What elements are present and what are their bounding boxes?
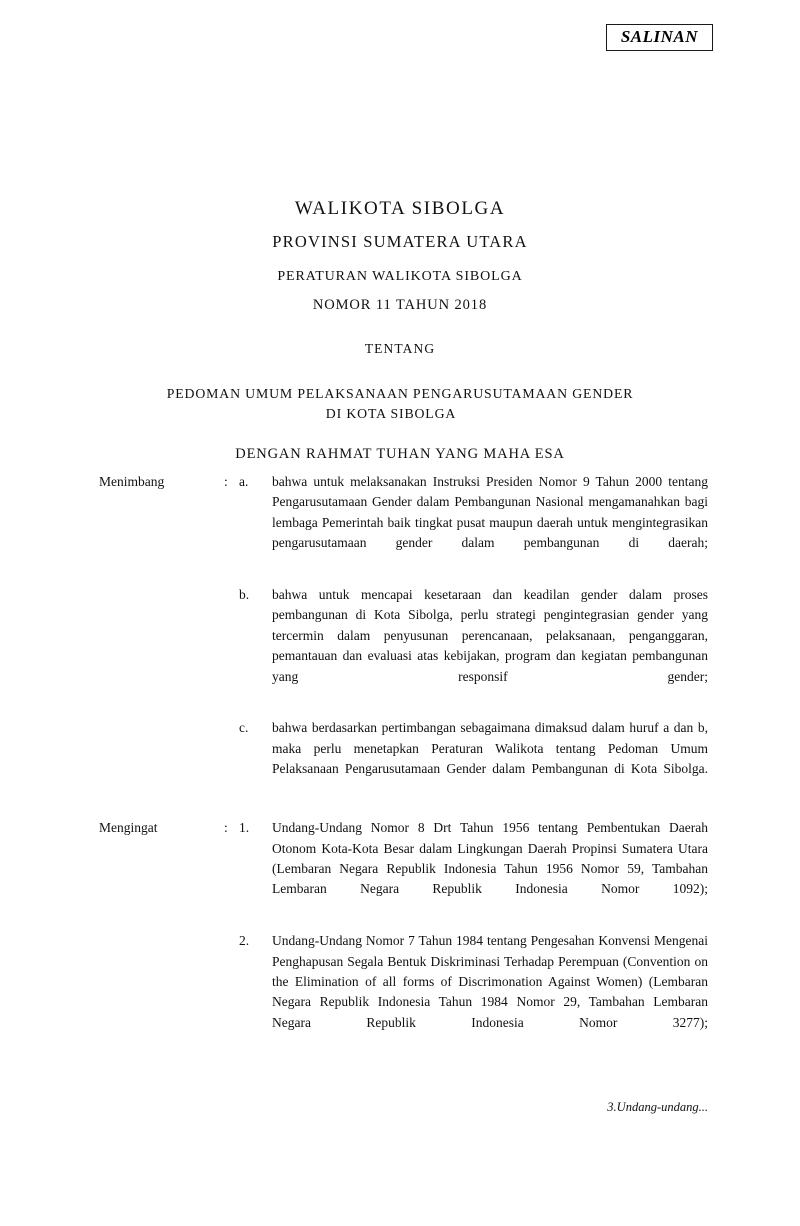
list-item-text: Undang-Undang Nomor 7 Tahun 1984 tentang Pengesahan Konvensi Mengenai Penghapusan Segala Bentuk Diskriminasi Terhadap Perempuan (Convention on the Elimination of all forms of Discrimonation Against Women) (Lembaran Negara Republik Indonesia Tahun 1984 Nomor 29, Tambahan Lembaran Negara Republik Indonesia Nomor 3277); bbox=[272, 933, 708, 1030]
page-catchword: 3.Undang-undang... bbox=[607, 1100, 708, 1114]
clause-label: Mengingat bbox=[99, 820, 158, 836]
title-provinsi: PROVINSI SUMATERA UTARA bbox=[272, 231, 528, 251]
list-item-marker: b. bbox=[239, 587, 250, 603]
list-item-text: Undang-Undang Nomor 8 Drt Tahun 1956 tentang Pembentukan Daerah Otonom Kota-Kota Besar dalam Lingkungan Daerah Propinsi Sumatera Utara (Lembaran Negara Republik Indonesia Tahun 1956 Nomor 59, Tambahan Lembaran Negara Republik Indonesia Nomor 1092); bbox=[272, 820, 708, 897]
list-item-text: bahwa untuk mencapai kesetaraan dan keadilan gender dalam proses pembangunan di Kota Sibolga, perlu strategi pengintegrasian gender yang tercermin dalam penyusunan perencanaan, pelaksanaan, penganggaran, pemantauan dan evaluasi atas kebijakan, program dan kegiatan pembangunan yang responsif gender; bbox=[272, 587, 708, 684]
salinan-stamp: SALINAN bbox=[606, 24, 713, 51]
title-walikota: WALIKOTA SIBOLGA bbox=[294, 198, 506, 219]
clause-colon: : bbox=[224, 820, 228, 836]
salinan-stamp-container bbox=[606, 24, 713, 51]
clause-items bbox=[239, 472, 708, 800]
title-tentang: TENTANG bbox=[364, 341, 436, 357]
clause-menimbang bbox=[0, 472, 800, 800]
title-peraturan: PERATURAN WALIKOTA SIBOLGA bbox=[277, 268, 523, 284]
list-item bbox=[239, 472, 708, 574]
title-subject bbox=[0, 384, 800, 424]
list-item bbox=[239, 718, 708, 800]
list-item-marker: a. bbox=[239, 474, 249, 489]
clause-colon: : bbox=[224, 474, 228, 489]
title-dengan-rahmat: DENGAN RAHMAT TUHAN YANG MAHA ESA bbox=[235, 445, 565, 462]
list-item-marker: 2. bbox=[239, 933, 250, 949]
title-nomor: NOMOR 11 TAHUN 2018 bbox=[312, 296, 488, 313]
title-subject-line2: DI KOTA SIBOLGA bbox=[325, 405, 457, 421]
clause-items bbox=[239, 818, 708, 1053]
document-title-block bbox=[0, 196, 800, 464]
list-item bbox=[239, 585, 708, 707]
list-item-marker: 1. bbox=[239, 820, 250, 836]
clause-label: Menimbang bbox=[99, 474, 165, 489]
list-item-text: bahwa untuk melaksanakan Instruksi Presiden Nomor 9 Tahun 2000 tentang Pengarusutamaan Gender dalam Pembangunan Nasional mengamanahkan bagi lembaga Pemerintah baik tingkat pusat maupun daerah untuk mengintegrasikan pengarusutamaan gender dalam pembangunan di daerah; bbox=[272, 474, 708, 551]
list-item bbox=[239, 931, 708, 1053]
list-item-marker: c. bbox=[239, 720, 249, 736]
list-item bbox=[239, 818, 708, 920]
list-item-text: bahwa berdasarkan pertimbangan sebagaimana dimaksud dalam huruf a dan b, maka perlu menetapkan Peraturan Walikota tentang Pedoman Umum Pelaksanaan Pengarusutamaan Gender dalam Pembangunan di Kota Sibolga. bbox=[272, 720, 708, 777]
document-body bbox=[0, 472, 800, 1054]
title-subject-line1: PEDOMAN UMUM PELAKSANAAN PENGARUSUTAMAAN GENDER bbox=[166, 385, 634, 401]
clause-mengingat bbox=[0, 818, 800, 1053]
